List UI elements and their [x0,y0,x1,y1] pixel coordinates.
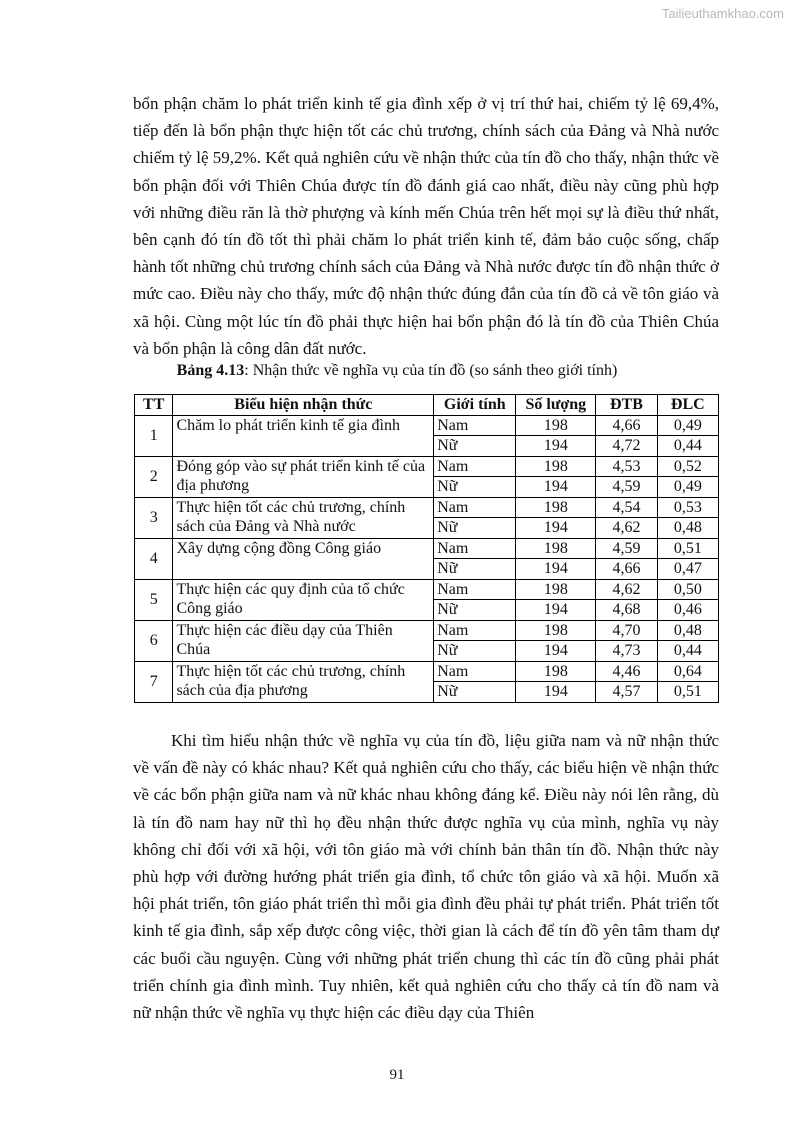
cell-count: 198 [516,538,596,559]
row-number: 1 [135,415,173,456]
table-caption [0,362,794,380]
table-header-row [135,395,719,416]
header-mean: ĐTB [596,395,657,416]
cell-count: 194 [516,600,596,621]
cell-mean: 4,66 [596,415,657,436]
cell-sd: 0,44 [657,436,718,457]
row-description: Thực hiện các điều dạy của Thiên Chúa [173,620,434,661]
cell-sd: 0,49 [657,415,718,436]
paragraph-intro: bổn phận chăm lo phát triển kinh tế gia đình xếp ở vị trí thứ hai, chiếm tỷ lệ 69,4%, tiếp đến là bổn phận thực hiện tốt các chủ trương, chính sách của Đảng và Nhà nước chiếm tỷ lệ 59,2%. Kết quả nghiên cứu về nhận thức của tín đồ cho thấy, nhận thức về bổn phận đối với Thiên Chúa được tín đồ đánh giá cao nhất, điều này cũng phù hợp với những điều răn là thờ phượng và kính mến Chúa trên hết mọi sự là điều thứ nhất, bên cạnh đó tín đồ tốt thì phải chăm lo phát triển kinh tế, đảm bảo cuộc sống, chấp hành tốt những chủ trương chính sách của Đảng và Nhà nước được tín đồ nhận thức ở mức cao. Điều này cho thấy, mức độ nhận thức đúng đắn của tín đồ cả về tôn giáo và xã hội. Cùng một lúc tín đồ phải thực hiện hai bổn phận đó là tín đồ của Thiên Chúa và bổn phận là công dân đất nước. [133,94,719,358]
cell-gender: Nam [434,620,516,641]
header-sd: ĐLC [657,395,718,416]
row-description: Thực hiện tốt các chủ trương, chính sách của Đảng và Nhà nước [173,497,434,538]
cell-gender: Nữ [434,641,516,662]
cell-sd: 0,48 [657,518,718,539]
cell-count: 198 [516,620,596,641]
cell-mean: 4,70 [596,620,657,641]
row-description: Chăm lo phát triển kinh tế gia đình [173,415,434,456]
cell-gender: Nữ [434,436,516,457]
cell-sd: 0,52 [657,456,718,477]
obligation-awareness-table [134,394,719,703]
cell-mean: 4,72 [596,436,657,457]
row-number: 2 [135,456,173,497]
cell-sd: 0,50 [657,579,718,600]
cell-mean: 4,59 [596,538,657,559]
cell-gender: Nữ [434,600,516,621]
row-number: 3 [135,497,173,538]
cell-count: 194 [516,477,596,498]
table-row [135,497,719,518]
table-row [135,579,719,600]
cell-gender: Nam [434,497,516,518]
header-tt: TT [135,395,173,416]
table-caption-text: : Nhận thức về nghĩa vụ của tín đồ (so sánh theo giới tính) [244,362,618,379]
header-count: Số lượng [516,395,596,416]
cell-mean: 4,57 [596,682,657,703]
cell-mean: 4,53 [596,456,657,477]
cell-mean: 4,46 [596,661,657,682]
cell-sd: 0,53 [657,497,718,518]
cell-count: 194 [516,641,596,662]
cell-mean: 4,73 [596,641,657,662]
cell-gender: Nữ [434,559,516,580]
cell-gender: Nữ [434,518,516,539]
cell-count: 194 [516,559,596,580]
row-description: Thực hiện các quy định của tổ chức Công giáo [173,579,434,620]
row-description: Xây dựng cộng đồng Công giáo [173,538,434,579]
cell-gender: Nam [434,661,516,682]
table-row [135,538,719,559]
table-row [135,620,719,641]
cell-mean: 4,68 [596,600,657,621]
cell-count: 198 [516,456,596,477]
header-gender: Giới tính [434,395,516,416]
row-number: 4 [135,538,173,579]
cell-gender: Nam [434,538,516,559]
cell-count: 198 [516,497,596,518]
cell-gender: Nam [434,579,516,600]
cell-sd: 0,51 [657,682,718,703]
header-description: Biểu hiện nhận thức [173,395,434,416]
row-number: 7 [135,661,173,702]
cell-count: 198 [516,415,596,436]
cell-sd: 0,48 [657,620,718,641]
table-caption-label: Bảng 4.13 [176,362,245,379]
cell-gender: Nam [434,456,516,477]
cell-count: 194 [516,518,596,539]
cell-gender: Nữ [434,682,516,703]
cell-sd: 0,49 [657,477,718,498]
cell-gender: Nữ [434,477,516,498]
row-number: 6 [135,620,173,661]
page-number: 91 [389,1067,405,1083]
cell-count: 194 [516,436,596,457]
cell-mean: 4,62 [596,579,657,600]
table-row [135,661,719,682]
cell-mean: 4,62 [596,518,657,539]
row-number: 5 [135,579,173,620]
cell-mean: 4,54 [596,497,657,518]
cell-sd: 0,51 [657,538,718,559]
cell-mean: 4,59 [596,477,657,498]
cell-count: 198 [516,661,596,682]
paragraph-gender-comparison: Khi tìm hiểu nhận thức về nghĩa vụ của tín đồ, liệu giữa nam và nữ nhận thức về vấn đề này có khác nhau? Kết quả nghiên cứu cho thấy, các biểu hiện về nhận thức về các bổn phận giữa nam và nữ khác nhau không đáng kể. Điều này nói lên rằng, dù là tín đồ nam hay nữ thì họ đều nhận thức được nghĩa vụ của mình, nghĩa vụ này không chỉ đối với xã hội, với tôn giáo mà với chính bản thân tín đồ. Nhận thức này phù hợp với đường hướng phát triển gia đình, tổ chức tôn giáo và xã hội. Muốn xã hội phát triển, tôn giáo phát triển thì mỗi gia đình đều phải tự phát triển. Phát triển tốt kinh tế gia đình, sắp xếp được công việc, thời gian là cách để tín đồ yên tâm tham dự các buổi cầu nguyện. Cùng với những phát triển chung thì các tín đồ cũng phải phát triển chính gia đình mình. Tuy nhiên, kết quả nghiên cứu cho thấy cả tín đồ nam và nữ nhận thức về nghĩa vụ thực hiện các điều dạy của Thiên [133,731,719,1023]
watermark: Tailieuthamkhao.com [661,6,784,21]
row-description: Thực hiện tốt các chủ trương, chính sách của địa phương [173,661,434,702]
cell-sd: 0,44 [657,641,718,662]
cell-gender: Nam [434,415,516,436]
cell-mean: 4,66 [596,559,657,580]
table-row [135,415,719,436]
row-description: Đóng góp vào sự phát triển kinh tế của địa phương [173,456,434,497]
table-row [135,456,719,477]
cell-sd: 0,64 [657,661,718,682]
cell-sd: 0,46 [657,600,718,621]
cell-sd: 0,47 [657,559,718,580]
cell-count: 194 [516,682,596,703]
cell-count: 198 [516,579,596,600]
